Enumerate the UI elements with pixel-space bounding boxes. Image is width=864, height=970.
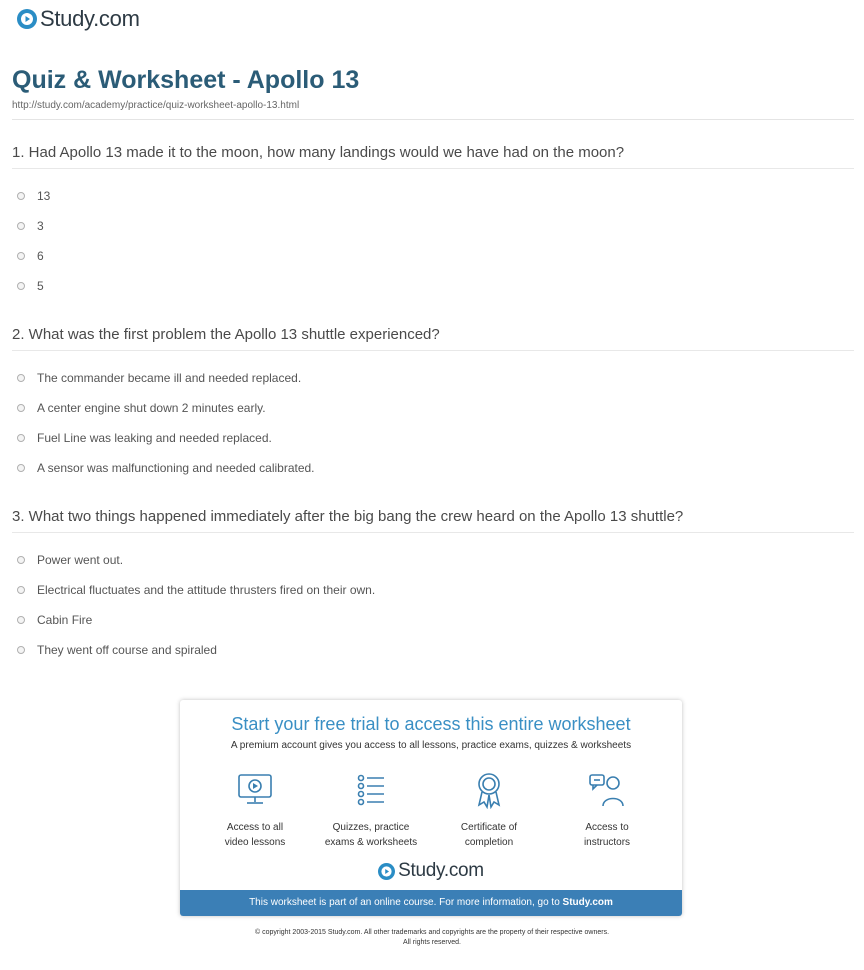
promo-headline[interactable]: Start your free trial to access this entire worksheet [231, 714, 631, 734]
option-label: A sensor was malfunctioning and needed calibrated. [37, 461, 315, 475]
rights-text: All rights reserved. [403, 939, 461, 946]
answer-option[interactable] [17, 583, 375, 597]
radio-button[interactable] [17, 586, 25, 594]
question-3 [12, 508, 854, 657]
promo-subline: A premium account gives you access to all lessons, practice exams, quizzes & worksheets [230, 740, 632, 751]
study-logo[interactable] [17, 6, 140, 32]
answer-option[interactable] [17, 461, 315, 475]
option-label: 3 [37, 219, 44, 233]
option-label: They went off course and spiraled [37, 643, 217, 657]
promo-study-logo[interactable] [180, 860, 682, 882]
feature-instructors [547, 770, 667, 850]
answer-option[interactable] [17, 371, 301, 385]
answer-option[interactable] [17, 189, 50, 203]
divider [12, 350, 854, 351]
feature-quizzes [311, 770, 431, 850]
question-text: 2. What was the first problem the Apollo 13 shuttle experienced? [12, 326, 440, 343]
divider [12, 532, 854, 533]
feature-label: Access to all video lessons [224, 822, 286, 848]
answer-option[interactable] [17, 613, 92, 627]
radio-button[interactable] [17, 616, 25, 624]
free-trial-promo [180, 700, 682, 916]
answer-option[interactable] [17, 401, 266, 415]
question-2 [12, 326, 854, 475]
option-label: Power went out. [37, 553, 124, 567]
radio-button[interactable] [17, 464, 25, 472]
footer [0, 928, 864, 948]
page-url[interactable]: http://study.com/academy/practice/quiz-worksheet-apollo-13.html [12, 100, 300, 111]
option-label: The commander became ill and needed replaced. [37, 371, 302, 385]
divider [12, 168, 854, 169]
copyright-text: © copyright 2003-2015 Study.com. All other trademarks and copyrights are the property of their respective owners. [254, 929, 610, 936]
radio-button[interactable] [17, 192, 25, 200]
radio-button[interactable] [17, 434, 25, 442]
divider [12, 119, 854, 120]
answer-option[interactable] [17, 643, 217, 657]
feature-certificate [429, 770, 549, 850]
course-info-banner [180, 890, 682, 916]
radio-button[interactable] [17, 252, 25, 260]
radio-button[interactable] [17, 282, 25, 290]
answer-option[interactable] [17, 249, 44, 263]
radio-button[interactable] [17, 556, 25, 564]
radio-button[interactable] [17, 374, 25, 382]
question-text: 3. What two things happened immediately after the big bang the crew heard on the Apollo 13 shuttle? [12, 508, 684, 525]
option-label: Cabin Fire [37, 613, 93, 627]
answer-option[interactable] [17, 279, 44, 293]
logo-text: Study.com [398, 860, 484, 881]
answer-option[interactable] [17, 431, 272, 445]
option-label: Fuel Line was leaking and needed replaced. [37, 431, 272, 445]
banner-text: This worksheet is part of an online course. For more information, go to [249, 897, 563, 908]
feature-video-lessons [195, 770, 315, 850]
banner-link[interactable]: Study.com [562, 897, 613, 908]
certificate-icon [429, 770, 549, 810]
play-circle-icon [378, 863, 395, 880]
question-text: 1. Had Apollo 13 made it to the moon, how many landings would we have had on the moon? [12, 144, 625, 161]
radio-button[interactable] [17, 646, 25, 654]
option-label: 5 [37, 279, 44, 293]
feature-label: Certificate of completion [460, 822, 518, 848]
option-label: Electrical fluctuates and the attitude thrusters fired on their own. [37, 583, 376, 597]
play-circle-icon [17, 9, 37, 29]
video-lesson-icon [195, 770, 315, 810]
instructor-chat-icon [547, 770, 667, 810]
answer-option[interactable] [17, 219, 44, 233]
option-label: 13 [37, 189, 51, 203]
page-title: Quiz & Worksheet - Apollo 13 [12, 66, 360, 94]
option-label: 6 [37, 249, 44, 263]
radio-button[interactable] [17, 222, 25, 230]
radio-button[interactable] [17, 404, 25, 412]
answer-option[interactable] [17, 553, 123, 567]
question-1 [12, 144, 854, 293]
quiz-list-icon [311, 770, 431, 810]
feature-label: Access to instructors [583, 822, 631, 848]
option-label: A center engine shut down 2 minutes early. [37, 401, 266, 415]
logo-text: Study.com [40, 6, 140, 31]
feature-label: Quizzes, practice exams & worksheets [324, 822, 418, 848]
